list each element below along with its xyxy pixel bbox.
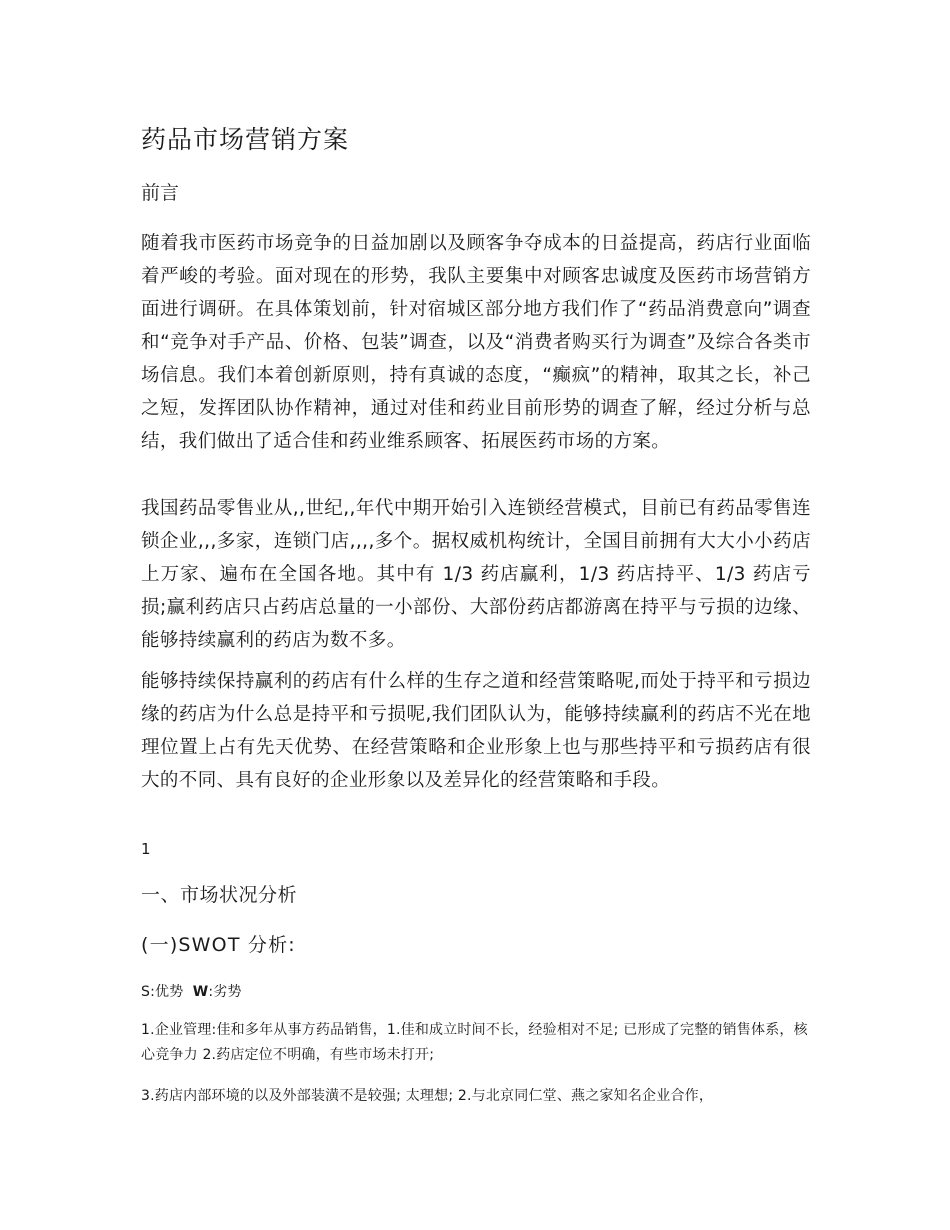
paragraph-2: 我国药品零售业从,,世纪,,年代中期开始引入连锁经营模式，目前已有药品零售连锁企业,,,多家，连锁门店,,,,多个。据权威机构统计，全国目前拥有大大小小药店上万家、遍布在全国各地。其中有 1/3 药店赢利，1/3 药店持平、1/3 药店亏损;赢利药店只占药店总量的一小部份、大部份药店都游离在持平与亏损的边缘、能够持续赢利的药店为数不多。 xyxy=(141,498,811,651)
swot-legend xyxy=(141,980,811,1005)
swot-item-2: 3.药店内部环境的以及外部装潢不是较强; 太理想; 2.与北京同仁堂、燕之家知名企业合作， xyxy=(141,1088,714,1104)
swot-weakness-label: :劣势 xyxy=(208,984,242,1000)
page-number: 1 xyxy=(141,840,151,858)
paragraph-1: 随着我市医药市场竞争的日益加剧以及顾客争夺成本的日益提高，药店行业面临着严峻的考验。面对现在的形势，我队主要集中对顾客忠诚度及医药市场营销方面进行调研。在具体策划前，针对宿城区部分地方我们作了“药品消费意向”调查和“竞争对手产品、价格、包装”调查，以及“消费者购买行为调查”及综合各类市场信息。我们本着创新原则，持有真诚的态度，“癫疯”的精神，取其之长，补己之短，发挥团队协作精神，通过对佳和药业目前形势的调查了解，经过分析与总结，我们做出了适合佳和药业维系顾客、拓展医药市场的方案。 xyxy=(141,233,811,452)
paragraph-3: 能够持续保持赢利的药店有什么样的生存之道和经营策略呢,而处于持平和亏损边缘的药店为什么总是持平和亏损呢,我们团队认为，能够持续赢利的药店不光在地理位置上占有先天优势、在经营策略和企业形象上也与那些持平和亏损药店有很大的不同、具有良好的企业形象以及差异化的经营策略和手段。 xyxy=(141,671,811,791)
swot-strength-label: S:优势 xyxy=(141,984,184,1000)
swot-item-1: 1.企业管理:佳和多年从事方药品销售，1.佳和成立时间不长，经验相对不足; 已形成了完整的销售体系，核心竞争力 2.药店定位不明确，有些市场未打开; xyxy=(141,1022,808,1063)
section-heading: 一、市场状况分析 xyxy=(141,884,298,906)
preface-heading: 前言 xyxy=(141,182,180,204)
swot-weakness-letter: W xyxy=(192,984,209,1000)
document-title: 药品市场营销方案 xyxy=(141,125,350,154)
subsection-heading: (一)SWOT 分析: xyxy=(141,934,296,956)
